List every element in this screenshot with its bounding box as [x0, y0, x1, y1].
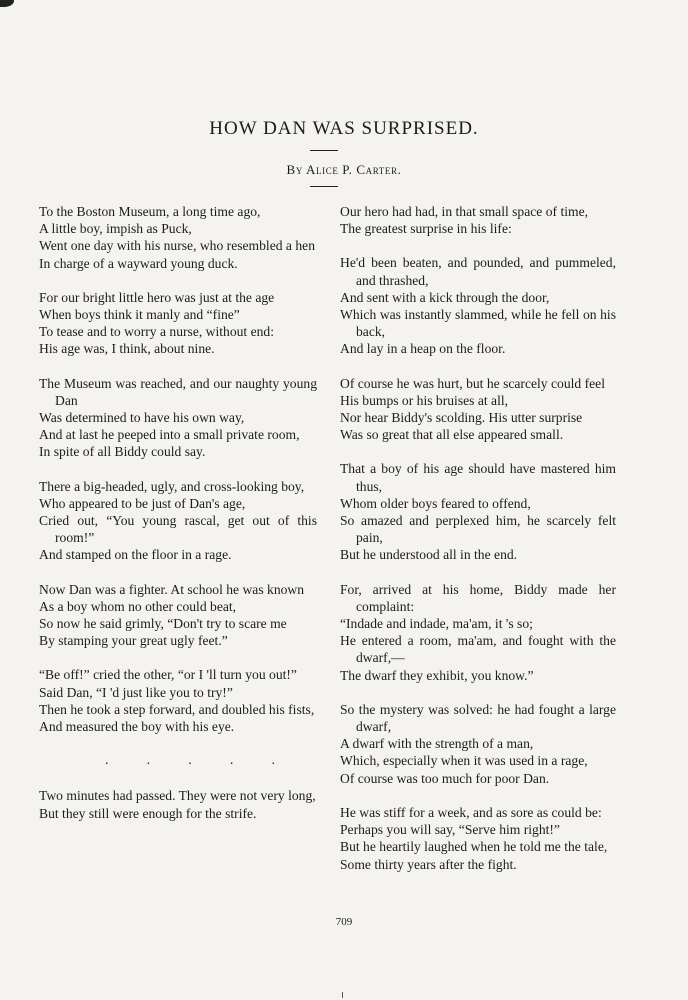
verse-line: That a boy of his age should have mastered him thus,: [340, 461, 616, 494]
verse-line: Said Dan, “I 'd just like you to try!”: [39, 684, 233, 700]
verse-line: Cried out, “You young rascal, get out of this room!”: [39, 513, 317, 546]
stanza: [340, 804, 616, 873]
byline: [0, 162, 688, 178]
stanza: [340, 375, 616, 444]
left-column: [39, 203, 317, 839]
verse-line: Of course was too much for poor Dan.: [340, 770, 550, 786]
verse-line: “Indade and indade, ma'am, it 's so;: [340, 616, 533, 632]
verse-line: And stamped on the floor in a rage.: [39, 547, 232, 563]
stanza: [340, 460, 616, 563]
verse-line: Went one day with his nurse, who resembled a hen: [39, 238, 315, 254]
verse-line: To the Boston Museum, a long time ago,: [39, 204, 261, 219]
right-column: [340, 203, 616, 890]
verse-line: So the mystery was solved: he had fought a large dwarf,: [340, 701, 616, 735]
verse-line: By stamping your great ugly feet.”: [39, 633, 228, 649]
verse-line: Then he took a step forward, and doubled his fists,: [39, 701, 315, 717]
break-dot: .: [105, 753, 109, 769]
stanza: [39, 666, 317, 735]
verse-line: “Be off!” cried the other, “or I 'll turn you out!”: [39, 667, 297, 683]
verse-line: His age was, I think, about nine.: [39, 341, 215, 357]
verse-line: Some thirty years after the fight.: [340, 856, 517, 872]
verse-line: He entered a room, ma'am, and fought with the dwarf,—: [340, 633, 616, 666]
verse-line: For our bright little hero was just at the age: [39, 289, 275, 305]
corner-ink-mark: [0, 0, 14, 7]
section-break-dots: [105, 752, 275, 769]
verse-line: Of course he was hurt, but he scarcely could feel: [340, 375, 605, 391]
verse-line: And measured the boy with his eye.: [39, 719, 235, 735]
verse-line: The greatest surprise in his life:: [340, 221, 512, 237]
title-rule: [310, 150, 338, 151]
verse-line: And sent with a kick through the door,: [340, 289, 550, 305]
verse-line: So amazed and perplexed him, he scarcely felt pain,: [340, 513, 616, 546]
verse-line: Which was instantly slammed, while he fell on his back,: [340, 307, 616, 340]
verse-line: Whom older boys feared to offend,: [340, 495, 531, 511]
stanza: [39, 787, 317, 821]
stanza: [39, 478, 317, 564]
stanza: [340, 203, 616, 237]
stanza: [39, 581, 317, 650]
page-number: 709: [335, 916, 353, 928]
stanza: [340, 254, 616, 357]
verse-line: Nor hear Biddy's scolding. His utter surprise: [340, 410, 583, 426]
verse-line: For, arrived at his home, Biddy made her complaint:: [340, 581, 616, 614]
verse-line: Perhaps you will say, “Serve him right!”: [340, 822, 560, 838]
stanza: [340, 581, 616, 684]
byline-text: By Alice P. Carter.: [286, 162, 402, 177]
verse-line: In spite of all Biddy could say.: [39, 444, 206, 460]
verse-line: A little boy, impish as Puck,: [39, 221, 192, 237]
verse-line: Two minutes had passed. They were not very long,: [39, 788, 316, 804]
verse-line: A dwarf with the strength of a man,: [340, 736, 534, 752]
byline-rule: [310, 186, 338, 187]
break-dot: .: [146, 753, 151, 769]
stanza: [340, 701, 616, 787]
stanza: [39, 375, 317, 461]
verse-line: He'd been beaten, and pounded, and pummeled, and thrashed,: [340, 255, 616, 288]
verse-line: There a big-headed, ugly, and cross-looking boy,: [39, 478, 305, 494]
break-dot: .: [188, 753, 192, 769]
stanza: [39, 289, 317, 358]
verse-line: Was so great that all else appeared small.: [340, 427, 564, 443]
verse-line: The Museum was reached, and our naughty young Dan: [39, 375, 317, 408]
poem-title: HOW DAN WAS SURPRISED.: [209, 118, 479, 139]
verse-line: Was determined to have his own way,: [39, 410, 245, 426]
break-dot: .: [271, 753, 275, 769]
verse-line: And lay in a heap on the floor.: [340, 341, 506, 357]
verse-line: But they still were enough for the strife.: [39, 805, 257, 821]
verse-line: But he heartily laughed when he told me the tale,: [340, 839, 608, 855]
break-dot: .: [229, 753, 234, 769]
bottom-tick-mark: [342, 992, 343, 998]
verse-line: Who appeared to be just of Dan's age,: [39, 495, 246, 511]
verse-line: Our hero had had, in that small space of time,: [340, 204, 589, 219]
verse-line: Which, especially when it was used in a rage,: [340, 753, 588, 769]
verse-line: And at last he peeped into a small private room,: [39, 427, 300, 443]
verse-line: His bumps or his bruises at all,: [340, 392, 509, 408]
verse-line: But he understood all in the end.: [340, 547, 518, 563]
verse-line: The dwarf they exhibit, you know.”: [340, 667, 534, 683]
verse-line: In charge of a wayward young duck.: [39, 255, 238, 271]
stanza: [39, 203, 317, 272]
verse-line: He was stiff for a week, and as sore as could be:: [340, 804, 602, 820]
verse-line: So now he said grimly, “Don't try to scare me: [39, 616, 287, 632]
verse-line: To tease and to worry a nurse, without end:: [39, 324, 274, 340]
verse-line: As a boy whom no other could beat,: [39, 598, 237, 614]
verse-line: When boys think it manly and “fine”: [39, 307, 240, 323]
verse-line: Now Dan was a fighter. At school he was known: [39, 581, 305, 597]
